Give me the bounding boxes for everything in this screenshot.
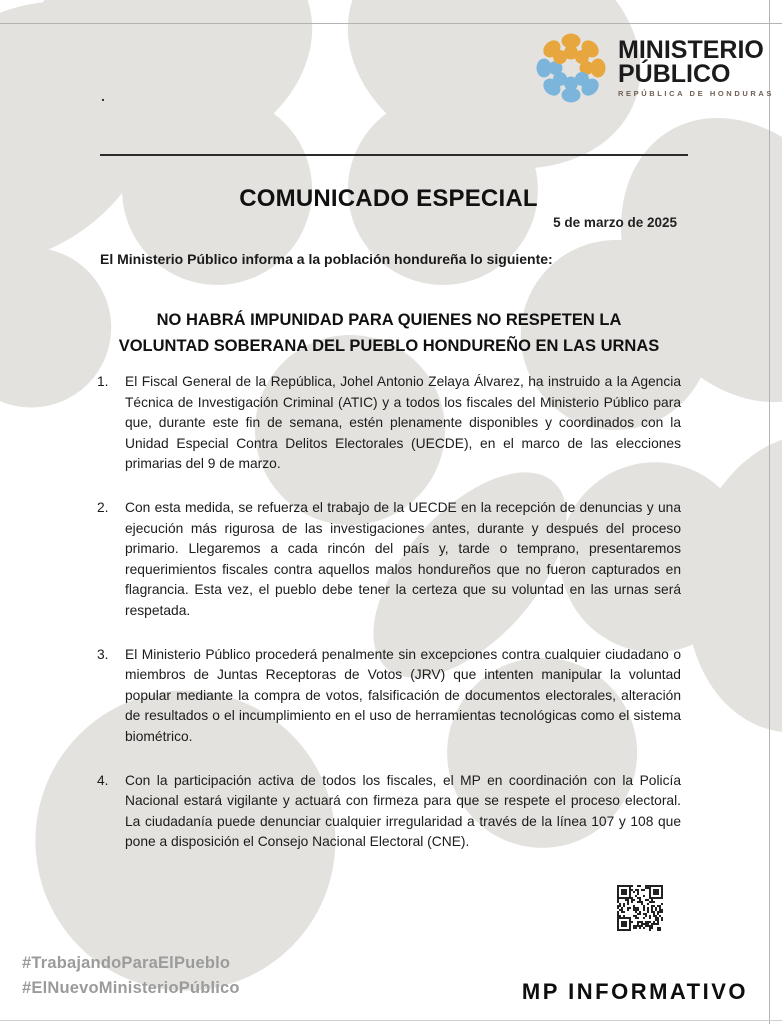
footer-hashtags	[22, 951, 240, 1001]
headline-line1: NO HABRÁ IMPUNIDAD PARA QUIENES NO RESPETEN LA	[156, 311, 622, 329]
numbered-list	[97, 372, 681, 876]
document-title: COMUNICADO ESPECIAL	[239, 185, 538, 212]
item-text: El Ministerio Público procederá penalmente sin excepciones contra cualquier ciudadano o miembros de Juntas Receptoras de Votos (JRV) que intenten manipular la voluntad popular mediante la compra de votos, falsificación de documentos electorales, alteración de resultados o el incumplimiento en el uso de herramientas tecnológicas como el sistema biométrico.	[125, 646, 681, 744]
item-number: 1.	[97, 374, 109, 389]
item-number: 3.	[97, 646, 109, 662]
item-text: Con esta medida, se refuerza el trabajo de la UECDE en la recepción de denuncias y una ejecución más rigurosa de las investigaciones antes, durante y después del proceso primario. Llegaremos a cada rincón del país y, tarde o temprano, presentaremos requerimientos fiscales contra aquellos malos hondureños que no fueron capturados en flagrancia. Esta vez, el pueblo debe tener la certeza que su voluntad en las urnas será respetada.	[125, 499, 681, 618]
hashtag-trabajando: #TrabajandoParaElPueblo	[22, 954, 231, 972]
list-item	[97, 645, 681, 748]
ring-of-people-icon	[533, 30, 609, 106]
ministerio-publico-logo	[533, 30, 774, 106]
logo-tagline: REPÚBLICA DE HONDURAS	[618, 89, 774, 98]
document-intro: El Ministerio Público informa a la población hondureña lo siguiente:	[100, 251, 553, 267]
item-text: Con la participación activa de todos los fiscales, el MP en coordinación con la Policía Nacional estará vigilante y actuará con firmeza para que se respete el proceso electoral. La ciudadanía puede denunciar cualquier irregularidad a través de la línea 107 y 108 que pone a disposición el Consejo Nacional Electoral (CNE).	[125, 772, 681, 850]
qr-code	[617, 885, 663, 931]
hashtag-nuevo-mp: #ElNuevoMinisterioPúblico	[22, 979, 240, 997]
document-date: 5 de marzo de 2025	[553, 215, 677, 230]
header-rule	[100, 154, 688, 156]
logo-title-line2: PÚBLICO	[618, 60, 731, 88]
list-item	[97, 372, 681, 475]
headline-line2: VOLUNTAD SOBERANA DEL PUEBLO HONDUREÑO EN LAS URNAS	[118, 337, 660, 355]
list-item	[97, 498, 681, 622]
document-headline	[88, 307, 690, 359]
stray-dot: .	[101, 88, 105, 104]
item-number: 4.	[97, 772, 109, 788]
list-item	[97, 771, 681, 853]
logo-title-line1: MINISTERIO	[618, 36, 764, 64]
mp-informativo-brand: MP INFORMATIVO	[521, 979, 748, 1004]
item-text: El Fiscal General de la República, Johel Antonio Zelaya Álvarez, ha instruido a la Agencia Técnica de Investigación Criminal (ATIC) y a todos los fiscales del Ministerio Público para que, durante este fin de semana, estén plenamente disponibles y coordinados con la Unidad Especial Contra Delitos Electorales (UECDE), en el marco de las elecciones primarias del 9 de marzo.	[125, 374, 681, 472]
item-number: 2.	[97, 499, 109, 515]
